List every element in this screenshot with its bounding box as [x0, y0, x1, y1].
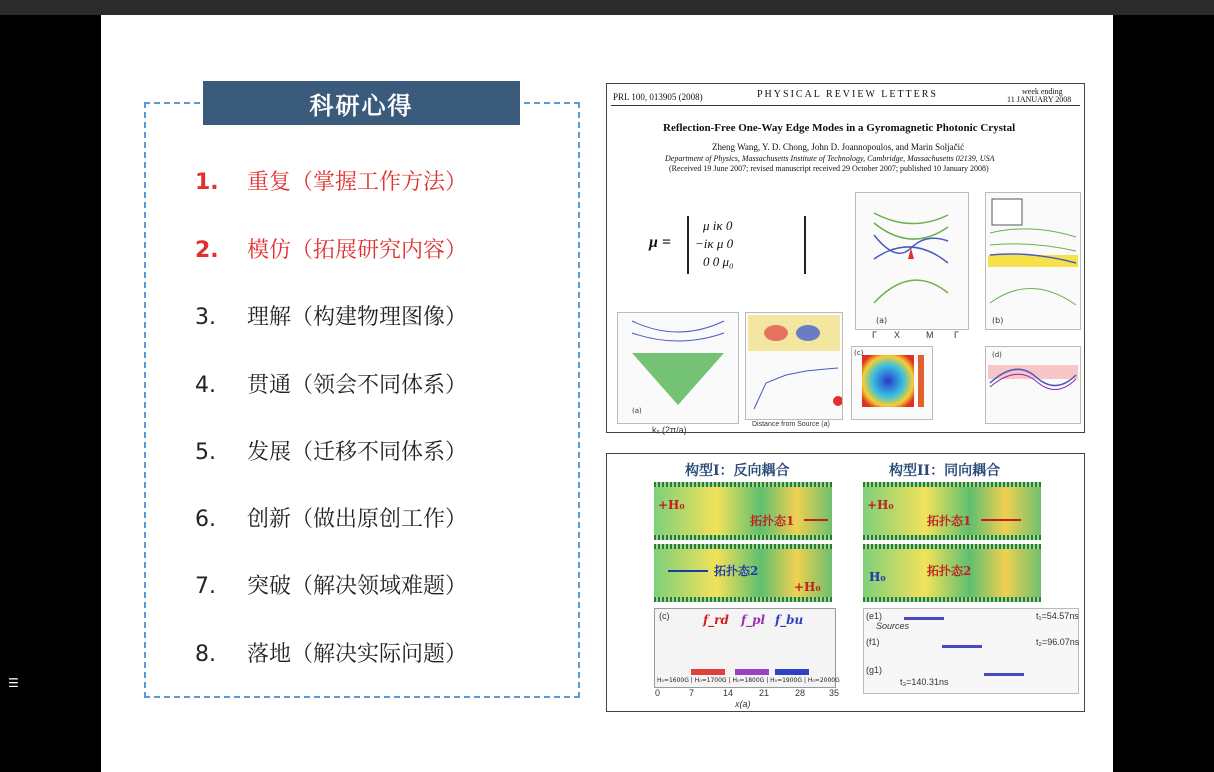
- distance-axis-label: Distance from Source (a): [752, 421, 830, 428]
- c-label: (c): [659, 611, 670, 621]
- freq-bu: f_bu: [775, 613, 804, 627]
- svg-text:(d): (d): [992, 351, 1002, 359]
- svg-text:(a): (a): [632, 407, 642, 415]
- slide-title: 科研心得: [203, 81, 520, 125]
- field-values: H₀=1600G | H₀=1700G | H₀=1800G | H₀=1900G | H₀=2000G: [657, 677, 840, 684]
- slide: [101, 15, 1113, 772]
- paper-affiliation: Department of Physics, Massachusetts Institute of Technology, Cambridge, Massachusetts 02139, USA: [665, 154, 995, 163]
- row-e1-label: (e1): [866, 611, 883, 621]
- list-item-5: 5. 发展（迁移不同体系）: [195, 440, 468, 465]
- band-figure-b: [985, 192, 1081, 330]
- row-g1-time: t₃=140.31ns: [900, 677, 949, 687]
- header-rule: [611, 105, 1080, 106]
- h0-label-3: +H₀: [867, 498, 894, 512]
- top-bar: [0, 0, 1214, 15]
- x-tick-14: 14: [723, 688, 734, 698]
- list-item-6: 6. 创新（做出原创工作）: [195, 507, 468, 532]
- field-map-1b: [654, 544, 832, 602]
- x-axis-label: x(a): [735, 699, 751, 709]
- row-g1-label: (g1): [866, 665, 883, 675]
- x-tick-7: 7: [689, 688, 695, 698]
- sources-label: Sources: [876, 621, 910, 631]
- matrix: [687, 216, 806, 274]
- journal-name: PHYSICAL REVIEW LETTERS: [757, 89, 938, 100]
- svg-text:(c): (c): [854, 349, 864, 357]
- list-item-7: 7. 突破（解决领域难题）: [195, 574, 468, 599]
- x-tick-28: 28: [795, 688, 806, 698]
- topology-figure-panel: [606, 453, 1085, 712]
- list-item-4: 4. 贯通（领会不同体系）: [195, 373, 468, 398]
- band-plot-b: [986, 193, 1080, 329]
- frequency-map: [654, 608, 840, 688]
- topo-state-1-label-2: 拓扑态1: [927, 514, 972, 528]
- list-item-3: 3. 理解（构建物理图像）: [195, 305, 468, 330]
- intensity-figure: [745, 312, 843, 428]
- tick-x: X: [894, 330, 901, 340]
- time-series: [863, 608, 1079, 694]
- matrix-row-3: 0 0 μ₀: [703, 254, 734, 269]
- tick-gamma-end: Γ: [954, 330, 959, 340]
- field-map-2b: [863, 544, 1041, 602]
- matrix-label: μ =: [649, 234, 672, 251]
- paper-title: Reflection-Free One-Way Edge Modes in a Gyromagnetic Photonic Crystal: [663, 122, 1016, 134]
- band-figure-d: [985, 346, 1081, 424]
- topo-state-1-label: 拓扑态1: [750, 514, 795, 528]
- week-ending: week ending: [1022, 87, 1063, 96]
- matrix-row-1: μ iκ 0: [703, 218, 733, 233]
- band-plot-a: [856, 193, 968, 329]
- heatmap-plot: [852, 347, 932, 419]
- field-map-1a: [654, 482, 832, 540]
- svg-text:(b): (b): [992, 316, 1004, 325]
- freq-pl: f_pl: [741, 613, 766, 627]
- dispersion-figure: [617, 312, 739, 435]
- field-map-2a: [863, 482, 1041, 540]
- arrow-left: [668, 570, 708, 572]
- config-1-title: 构型I：反向耦合: [685, 463, 790, 479]
- list-item-8: 8. 落地（解决实际问题）: [195, 642, 468, 667]
- band-figure-a: [855, 192, 969, 340]
- row-e1-time: t₁=54.57ns: [1036, 611, 1079, 621]
- topo-state-2-label-2: 拓扑态2: [927, 564, 972, 578]
- list-item-2: 2. 模仿（拓展研究内容）: [195, 238, 468, 263]
- arrow-right: [804, 519, 828, 521]
- paper-authors: Zheng Wang, Y. D. Chong, John D. Joannopoulos, and Marin Soljačić: [712, 142, 965, 152]
- x-tick-21: 21: [759, 688, 770, 698]
- arrow-right-2: [981, 519, 1021, 521]
- row-f1-label: (f1): [866, 637, 880, 647]
- row-f1-time: t₂=96.07ns: [1036, 637, 1080, 647]
- tick-gamma: Γ: [872, 330, 877, 340]
- h0-label: +H₀: [658, 498, 685, 512]
- paper-received: (Received 19 June 2007; revised manuscript received 29 October 2007; published 10 January 2008): [669, 164, 989, 173]
- topo-state-2-label: 拓扑态2: [714, 564, 759, 578]
- intensity-plot: [746, 313, 842, 419]
- paper-date: 11 JANUARY 2008: [1007, 95, 1072, 104]
- x-tick-35: 35: [829, 688, 840, 698]
- heatmap-figure: [851, 346, 933, 420]
- config-2-title: 构型II：同向耦合: [889, 463, 1001, 479]
- freq-rd: f_rd: [703, 613, 729, 627]
- kx-axis-label: kₓ (2π/a): [652, 425, 687, 435]
- band-plot-d: [986, 347, 1080, 423]
- paper-ref: PRL 100, 013905 (2008): [613, 92, 703, 102]
- tick-m: M: [926, 330, 934, 340]
- x-tick-0: 0: [655, 688, 661, 698]
- h0-label-4: H₀: [869, 570, 886, 584]
- h0-label-2: +H₀: [794, 580, 821, 594]
- paper-excerpt: [606, 83, 1085, 433]
- dispersion-plot: [618, 313, 738, 423]
- list-item-1: 1. 重复（掌握工作方法）: [195, 170, 468, 195]
- menu-icon[interactable]: ☰: [8, 676, 19, 690]
- svg-text:(a): (a): [876, 316, 888, 325]
- matrix-row-2: −iκ μ 0: [695, 236, 734, 251]
